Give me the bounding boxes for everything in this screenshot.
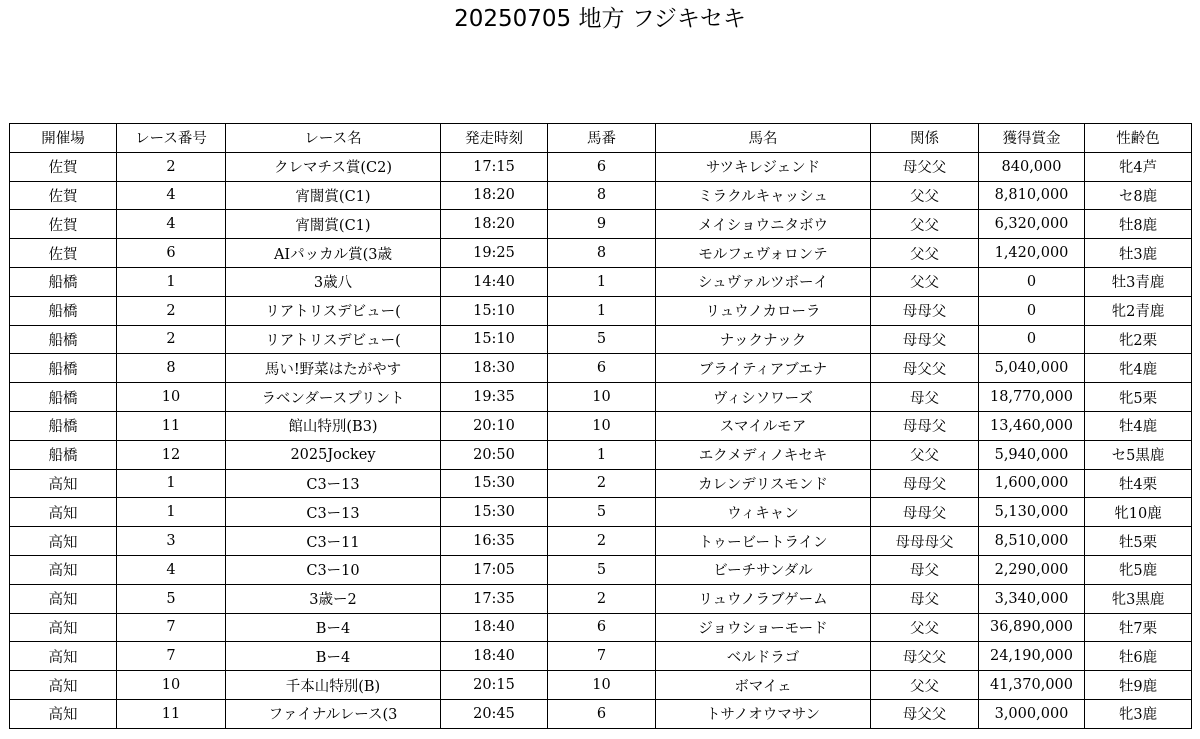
cell-race-number: 6: [117, 239, 226, 268]
cell-horse-name: リュウノラブゲーム: [656, 584, 871, 613]
cell-sex-age-color: 牡5栗: [1085, 527, 1192, 556]
table-row: [10, 210, 1192, 239]
cell-relation: 父父: [871, 613, 979, 642]
cell-sex-age-color: セ5黒鹿: [1085, 440, 1192, 469]
cell-sex-age-color: 牡7栗: [1085, 613, 1192, 642]
cell-venue: 船橋: [10, 296, 117, 325]
cell-race-name: 2025Jockey: [226, 440, 441, 469]
cell-race-name: 宵闇賞(C1): [226, 210, 441, 239]
cell-venue: 高知: [10, 469, 117, 498]
cell-sex-age-color: 牝3鹿: [1085, 699, 1192, 728]
table-row: [10, 152, 1192, 181]
column-header-prize-money: 獲得賞金: [979, 124, 1085, 153]
cell-relation: 母母母父: [871, 527, 979, 556]
cell-relation: 母母父: [871, 411, 979, 440]
cell-race-name: 3歳ー2: [226, 584, 441, 613]
cell-prize-money: 3,340,000: [979, 584, 1085, 613]
cell-post-time: 20:45: [441, 699, 548, 728]
table-row: [10, 671, 1192, 700]
cell-horse-name: ベルドラゴ: [656, 642, 871, 671]
cell-post-time: 15:10: [441, 296, 548, 325]
cell-post-time: 18:20: [441, 181, 548, 210]
table-row: [10, 239, 1192, 268]
cell-prize-money: 8,810,000: [979, 181, 1085, 210]
cell-race-name: クレマチス賞(C2): [226, 152, 441, 181]
cell-prize-money: 41,370,000: [979, 671, 1085, 700]
cell-race-number: 3: [117, 527, 226, 556]
cell-prize-money: 3,000,000: [979, 699, 1085, 728]
cell-prize-money: 18,770,000: [979, 383, 1085, 412]
cell-horse-number: 1: [548, 267, 656, 296]
cell-prize-money: 6,320,000: [979, 210, 1085, 239]
cell-sex-age-color: 牡4栗: [1085, 469, 1192, 498]
cell-relation: 父父: [871, 239, 979, 268]
table-row: [10, 440, 1192, 469]
cell-race-name: Bー4: [226, 613, 441, 642]
cell-venue: 佐賀: [10, 210, 117, 239]
cell-horse-name: ウィキャン: [656, 498, 871, 527]
cell-race-name: C3ー13: [226, 498, 441, 527]
cell-horse-name: ナックナック: [656, 325, 871, 354]
cell-horse-number: 7: [548, 642, 656, 671]
cell-race-name: 館山特別(B3): [226, 411, 441, 440]
cell-prize-money: 0: [979, 296, 1085, 325]
cell-horse-name: トサノオウマサン: [656, 699, 871, 728]
cell-post-time: 20:15: [441, 671, 548, 700]
cell-relation: 母父: [871, 584, 979, 613]
cell-venue: 船橋: [10, 440, 117, 469]
cell-sex-age-color: セ8鹿: [1085, 181, 1192, 210]
cell-post-time: 17:05: [441, 555, 548, 584]
table-row: [10, 267, 1192, 296]
cell-sex-age-color: 牝5鹿: [1085, 555, 1192, 584]
cell-horse-number: 2: [548, 469, 656, 498]
cell-venue: 船橋: [10, 325, 117, 354]
cell-sex-age-color: 牝4鹿: [1085, 354, 1192, 383]
cell-horse-name: ミラクルキャッシュ: [656, 181, 871, 210]
table-body: [10, 152, 1192, 728]
cell-venue: 高知: [10, 699, 117, 728]
cell-venue: 船橋: [10, 411, 117, 440]
cell-horse-number: 10: [548, 671, 656, 700]
cell-horse-number: 6: [548, 354, 656, 383]
cell-post-time: 18:40: [441, 642, 548, 671]
cell-sex-age-color: 牡6鹿: [1085, 642, 1192, 671]
cell-race-number: 10: [117, 383, 226, 412]
cell-race-number: 4: [117, 555, 226, 584]
cell-sex-age-color: 牡3鹿: [1085, 239, 1192, 268]
table-row: [10, 613, 1192, 642]
cell-horse-name: リュウノカローラ: [656, 296, 871, 325]
cell-venue: 船橋: [10, 267, 117, 296]
cell-relation: 母母父: [871, 469, 979, 498]
cell-venue: 佐賀: [10, 152, 117, 181]
cell-horse-name: スマイルモア: [656, 411, 871, 440]
cell-race-name: 千本山特別(B): [226, 671, 441, 700]
cell-horse-name: トゥービートライン: [656, 527, 871, 556]
cell-horse-number: 2: [548, 584, 656, 613]
cell-race-number: 1: [117, 498, 226, 527]
cell-race-number: 11: [117, 411, 226, 440]
cell-venue: 船橋: [10, 354, 117, 383]
cell-race-number: 4: [117, 181, 226, 210]
cell-prize-money: 13,460,000: [979, 411, 1085, 440]
cell-sex-age-color: 牝4芦: [1085, 152, 1192, 181]
cell-prize-money: 0: [979, 325, 1085, 354]
page-title: 20250705 地方 フジキセキ: [454, 6, 746, 32]
cell-race-number: 2: [117, 325, 226, 354]
cell-post-time: 17:35: [441, 584, 548, 613]
cell-race-name: 3歳八: [226, 267, 441, 296]
cell-prize-money: 5,940,000: [979, 440, 1085, 469]
cell-sex-age-color: 牡8鹿: [1085, 210, 1192, 239]
cell-prize-money: 8,510,000: [979, 527, 1085, 556]
cell-race-name: C3ー13: [226, 469, 441, 498]
cell-race-name: C3ー11: [226, 527, 441, 556]
cell-horse-number: 2: [548, 527, 656, 556]
cell-horse-number: 5: [548, 498, 656, 527]
cell-relation: 母父父: [871, 152, 979, 181]
column-header-venue: 開催場: [10, 124, 117, 153]
cell-sex-age-color: 牡3青鹿: [1085, 267, 1192, 296]
cell-race-name: C3ー10: [226, 555, 441, 584]
table-row: [10, 181, 1192, 210]
cell-horse-name: ブライティアブエナ: [656, 354, 871, 383]
cell-race-number: 1: [117, 267, 226, 296]
cell-horse-number: 10: [548, 411, 656, 440]
cell-venue: 高知: [10, 613, 117, 642]
cell-horse-number: 1: [548, 440, 656, 469]
cell-race-number: 11: [117, 699, 226, 728]
cell-relation: 母父: [871, 555, 979, 584]
cell-horse-number: 5: [548, 325, 656, 354]
cell-post-time: 16:35: [441, 527, 548, 556]
cell-race-name: ラベンダースプリント: [226, 383, 441, 412]
cell-race-number: 7: [117, 642, 226, 671]
cell-prize-money: 2,290,000: [979, 555, 1085, 584]
cell-venue: 高知: [10, 671, 117, 700]
table-row: [10, 325, 1192, 354]
cell-horse-number: 5: [548, 555, 656, 584]
cell-venue: 佐賀: [10, 181, 117, 210]
cell-prize-money: 5,130,000: [979, 498, 1085, 527]
cell-relation: 母母父: [871, 325, 979, 354]
cell-prize-money: 24,190,000: [979, 642, 1085, 671]
cell-venue: 佐賀: [10, 239, 117, 268]
cell-post-time: 18:40: [441, 613, 548, 642]
cell-venue: 高知: [10, 527, 117, 556]
column-header-race-number: レース番号: [117, 124, 226, 153]
column-header-post-time: 発走時刻: [441, 124, 548, 153]
cell-relation: 父父: [871, 210, 979, 239]
cell-venue: 船橋: [10, 383, 117, 412]
cell-relation: 母母父: [871, 296, 979, 325]
cell-relation: 母父父: [871, 354, 979, 383]
cell-relation: 母父父: [871, 642, 979, 671]
cell-prize-money: 840,000: [979, 152, 1085, 181]
column-header-sex-age-color: 性齢色: [1085, 124, 1192, 153]
cell-race-name: 馬い!野菜はたがやす: [226, 354, 441, 383]
cell-horse-name: サツキレジェンド: [656, 152, 871, 181]
cell-relation: 父父: [871, 181, 979, 210]
cell-race-number: 10: [117, 671, 226, 700]
column-header-horse-name: 馬名: [656, 124, 871, 153]
table-row: [10, 383, 1192, 412]
cell-post-time: 17:15: [441, 152, 548, 181]
cell-horse-number: 8: [548, 181, 656, 210]
column-header-horse-number: 馬番: [548, 124, 656, 153]
cell-prize-money: 5,040,000: [979, 354, 1085, 383]
cell-horse-name: ヴィシソワーズ: [656, 383, 871, 412]
table-row: [10, 584, 1192, 613]
table-row: [10, 527, 1192, 556]
results-table: [9, 123, 1192, 729]
cell-race-number: 2: [117, 296, 226, 325]
cell-relation: 母父父: [871, 699, 979, 728]
cell-race-number: 2: [117, 152, 226, 181]
table-row: [10, 555, 1192, 584]
cell-post-time: 15:10: [441, 325, 548, 354]
table-row: [10, 699, 1192, 728]
cell-sex-age-color: 牝10鹿: [1085, 498, 1192, 527]
cell-post-time: 19:25: [441, 239, 548, 268]
cell-relation: 母父: [871, 383, 979, 412]
cell-race-number: 4: [117, 210, 226, 239]
cell-horse-name: メイショウニタボウ: [656, 210, 871, 239]
cell-race-name: リアトリスデビュー(: [226, 296, 441, 325]
cell-horse-name: ジョウショーモード: [656, 613, 871, 642]
cell-horse-number: 10: [548, 383, 656, 412]
table-row: [10, 354, 1192, 383]
cell-sex-age-color: 牝2青鹿: [1085, 296, 1192, 325]
cell-sex-age-color: 牡4鹿: [1085, 411, 1192, 440]
cell-post-time: 14:40: [441, 267, 548, 296]
cell-horse-number: 1: [548, 296, 656, 325]
cell-prize-money: 0: [979, 267, 1085, 296]
table-row: [10, 642, 1192, 671]
cell-race-name: AIパッカル賞(3歳: [226, 239, 441, 268]
cell-race-number: 5: [117, 584, 226, 613]
cell-relation: 父父: [871, 440, 979, 469]
cell-horse-name: シュヴァルツボーイ: [656, 267, 871, 296]
cell-post-time: 18:30: [441, 354, 548, 383]
cell-horse-name: モルフェヴォロンテ: [656, 239, 871, 268]
cell-race-name: リアトリスデビュー(: [226, 325, 441, 354]
cell-race-number: 7: [117, 613, 226, 642]
table-row: [10, 469, 1192, 498]
cell-horse-number: 9: [548, 210, 656, 239]
cell-sex-age-color: 牝3黒鹿: [1085, 584, 1192, 613]
cell-race-number: 8: [117, 354, 226, 383]
cell-horse-name: カレンデリスモンド: [656, 469, 871, 498]
cell-relation: 母母父: [871, 498, 979, 527]
cell-post-time: 15:30: [441, 469, 548, 498]
cell-horse-number: 6: [548, 152, 656, 181]
cell-relation: 父父: [871, 267, 979, 296]
cell-venue: 高知: [10, 584, 117, 613]
cell-sex-age-color: 牡9鹿: [1085, 671, 1192, 700]
column-header-relation: 関係: [871, 124, 979, 153]
cell-post-time: 18:20: [441, 210, 548, 239]
cell-sex-age-color: 牝2栗: [1085, 325, 1192, 354]
cell-post-time: 20:50: [441, 440, 548, 469]
cell-prize-money: 1,600,000: [979, 469, 1085, 498]
cell-prize-money: 1,420,000: [979, 239, 1085, 268]
cell-race-number: 1: [117, 469, 226, 498]
cell-horse-name: ボマイェ: [656, 671, 871, 700]
cell-post-time: 19:35: [441, 383, 548, 412]
cell-post-time: 20:10: [441, 411, 548, 440]
cell-prize-money: 36,890,000: [979, 613, 1085, 642]
cell-relation: 父父: [871, 671, 979, 700]
cell-race-number: 12: [117, 440, 226, 469]
cell-race-name: 宵闇賞(C1): [226, 181, 441, 210]
cell-venue: 高知: [10, 642, 117, 671]
table-row: [10, 411, 1192, 440]
table-row: [10, 296, 1192, 325]
cell-race-name: ファイナルレース(3: [226, 699, 441, 728]
column-header-race-name: レース名: [226, 124, 441, 153]
cell-horse-name: ビーチサンダル: [656, 555, 871, 584]
cell-race-name: Bー4: [226, 642, 441, 671]
cell-horse-number: 6: [548, 613, 656, 642]
cell-horse-name: エクメディノキセキ: [656, 440, 871, 469]
cell-horse-number: 8: [548, 239, 656, 268]
cell-post-time: 15:30: [441, 498, 548, 527]
cell-venue: 高知: [10, 555, 117, 584]
cell-venue: 高知: [10, 498, 117, 527]
table-row: [10, 498, 1192, 527]
cell-sex-age-color: 牝5栗: [1085, 383, 1192, 412]
header-row: [10, 124, 1192, 153]
cell-horse-number: 6: [548, 699, 656, 728]
